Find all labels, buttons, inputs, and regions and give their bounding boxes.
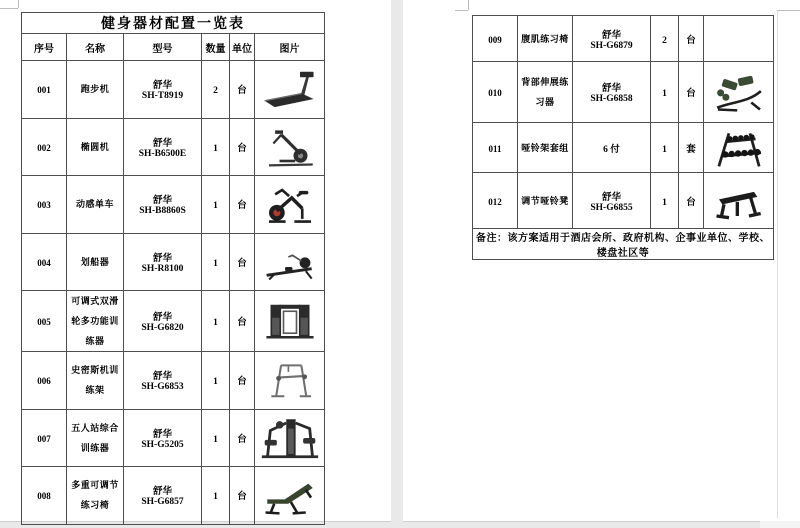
- cell-name: 哑铃架套组: [518, 123, 573, 173]
- equipment-table-page1: [21, 12, 325, 525]
- header-name: 名称: [67, 34, 124, 61]
- cell-image: [255, 409, 325, 467]
- adjustable-bench-image: [256, 474, 323, 516]
- cell-name: 动感单车: [67, 176, 124, 234]
- model-text: 6 付: [603, 144, 620, 155]
- cell-quantity: 1: [202, 233, 230, 291]
- cell-unit: 套: [679, 123, 704, 173]
- table-row: [22, 176, 325, 234]
- table-row: [22, 291, 325, 352]
- table-title-row: [22, 13, 325, 34]
- cell-model: [124, 291, 202, 352]
- cell-quantity: 1: [202, 409, 230, 467]
- cell-name: 背部伸展练习器: [518, 62, 573, 123]
- dumbbell-rack-image: [705, 126, 772, 170]
- cell-model: [124, 409, 202, 467]
- cell-name: 史密斯机训练架: [67, 352, 124, 410]
- table-row: [473, 16, 774, 62]
- rower-image: [256, 242, 323, 282]
- cell-serial: 011: [473, 123, 518, 173]
- cell-image: [704, 123, 774, 173]
- cell-model: [124, 233, 202, 291]
- margin-crop-mark: [18, 0, 19, 8]
- cell-unit: 台: [230, 61, 255, 119]
- model-text: SH-G6857: [141, 497, 184, 508]
- spin-bike-image: [256, 182, 323, 226]
- header-serial: 序号: [22, 34, 67, 61]
- model-text: SH-B6500E: [138, 148, 187, 159]
- smith-machine-image: [256, 357, 323, 403]
- cell-quantity: 2: [651, 16, 679, 62]
- cell-unit: 台: [230, 176, 255, 234]
- cell-image: [704, 173, 774, 229]
- table-row: [22, 233, 325, 291]
- cell-model: [124, 118, 202, 176]
- cell-name: 可调式双滑轮多功能训练器: [67, 291, 124, 352]
- table-row: [473, 173, 774, 229]
- cell-serial: 009: [473, 16, 518, 62]
- model-text: SH-G6879: [590, 40, 633, 51]
- cell-serial: 007: [22, 409, 67, 467]
- note-row: [473, 229, 774, 260]
- cell-quantity: 1: [202, 467, 230, 525]
- margin-crop-mark: [468, 0, 469, 10]
- table-row: [473, 123, 774, 173]
- table-row: [22, 118, 325, 176]
- note-text: 备注：该方案适用于酒店会所、政府机构、企事业单位、学校、楼盘社区等: [473, 229, 774, 260]
- dumbbell-bench-image: [705, 181, 772, 221]
- table-title: 健身器材配置一览表: [22, 13, 325, 34]
- elliptical-image: [256, 125, 323, 169]
- cell-name: 五人站综合训练器: [67, 409, 124, 467]
- brand-text: 舒华: [152, 81, 172, 92]
- page-2: [403, 0, 800, 522]
- cell-image: [255, 233, 325, 291]
- cell-image: [255, 176, 325, 234]
- cell-unit: 台: [679, 173, 704, 229]
- cell-quantity: 1: [651, 123, 679, 173]
- cell-unit: 台: [230, 291, 255, 352]
- cell-serial: 008: [22, 467, 67, 525]
- cell-serial: 005: [22, 291, 67, 352]
- cell-unit: 台: [230, 352, 255, 410]
- cell-image: [255, 291, 325, 352]
- table-header-row: [22, 34, 325, 61]
- model-text: SH-G6853: [141, 382, 184, 393]
- margin-crop-mark: [455, 10, 468, 11]
- cell-name: 多重可调节练习椅: [67, 467, 124, 525]
- cell-serial: 006: [22, 352, 67, 410]
- cell-unit: 台: [230, 118, 255, 176]
- cell-model: [124, 352, 202, 410]
- table-row: [22, 467, 325, 525]
- cell-quantity: 1: [202, 352, 230, 410]
- cell-serial: 012: [473, 173, 518, 229]
- brand-text: 舒华: [152, 253, 172, 264]
- cell-unit: 台: [230, 467, 255, 525]
- cell-model: [573, 62, 651, 123]
- model-text: SH-G6855: [590, 202, 633, 213]
- treadmill-image: [256, 67, 323, 111]
- cell-quantity: 1: [202, 176, 230, 234]
- table-row: [22, 61, 325, 119]
- cell-model: [573, 16, 651, 62]
- cell-quantity: 1: [202, 291, 230, 352]
- cell-model: [124, 61, 202, 119]
- cell-image: [704, 62, 774, 123]
- cell-image: [255, 61, 325, 119]
- cell-image: [704, 16, 774, 62]
- cell-name: 腹肌练习椅: [518, 16, 573, 62]
- header-qty: 数量: [202, 34, 230, 61]
- page-1: [0, 0, 391, 522]
- brand-text: 舒华: [152, 313, 172, 323]
- cell-model: [573, 123, 651, 173]
- cell-serial: 001: [22, 61, 67, 119]
- brand-text: 舒华: [152, 196, 172, 207]
- cell-image: [255, 352, 325, 410]
- brand-text: 舒华: [601, 84, 621, 94]
- cell-model: [124, 176, 202, 234]
- back-extension-image: [705, 71, 772, 113]
- cell-quantity: 1: [651, 62, 679, 123]
- brand-text: 舒华: [601, 192, 621, 203]
- multi-gym-image: [256, 415, 323, 461]
- margin-crop-mark: [777, 10, 800, 11]
- horizontal-scrollbar[interactable]: [760, 521, 800, 528]
- header-model: 型号: [124, 34, 202, 61]
- cell-model: [573, 173, 651, 229]
- margin-crop-mark: [0, 8, 18, 9]
- cell-image: [255, 467, 325, 525]
- cell-image: [255, 118, 325, 176]
- cell-unit: 台: [679, 16, 704, 62]
- model-text: SH-B8860S: [139, 206, 186, 217]
- model-text: SH-R8100: [141, 263, 184, 274]
- text-boundary-line: [777, 10, 778, 518]
- brand-text: 舒华: [152, 487, 172, 498]
- model-text: SH-T8919: [141, 91, 184, 102]
- cell-unit: 台: [230, 233, 255, 291]
- cell-name: 椭圆机: [67, 118, 124, 176]
- cell-name: 划船器: [67, 233, 124, 291]
- cell-serial: 010: [473, 62, 518, 123]
- header-unit: 单位: [230, 34, 255, 61]
- cell-quantity: 2: [202, 61, 230, 119]
- cell-serial: 003: [22, 176, 67, 234]
- cable-trainer-image: [256, 299, 323, 343]
- brand-text: 舒华: [152, 429, 172, 440]
- cell-serial: 004: [22, 233, 67, 291]
- cell-quantity: 1: [651, 173, 679, 229]
- model-text: SH-G6820: [141, 323, 184, 333]
- model-text: SH-G6858: [590, 94, 633, 104]
- cell-model: [124, 467, 202, 525]
- cell-unit: 台: [230, 409, 255, 467]
- brand-text: 舒华: [601, 30, 621, 41]
- model-text: SH-G5205: [141, 439, 184, 450]
- table-row: [22, 352, 325, 410]
- brand-text: 舒华: [152, 372, 172, 383]
- cell-unit: 台: [679, 62, 704, 123]
- table-row: [473, 62, 774, 123]
- cell-name: 跑步机: [67, 61, 124, 119]
- header-image: 图片: [255, 34, 325, 61]
- cell-quantity: 1: [202, 118, 230, 176]
- brand-text: 舒华: [152, 138, 172, 149]
- cell-name: 调节哑铃凳: [518, 173, 573, 229]
- cell-serial: 002: [22, 118, 67, 176]
- equipment-table-page2: [472, 15, 774, 260]
- table-row: [22, 409, 325, 467]
